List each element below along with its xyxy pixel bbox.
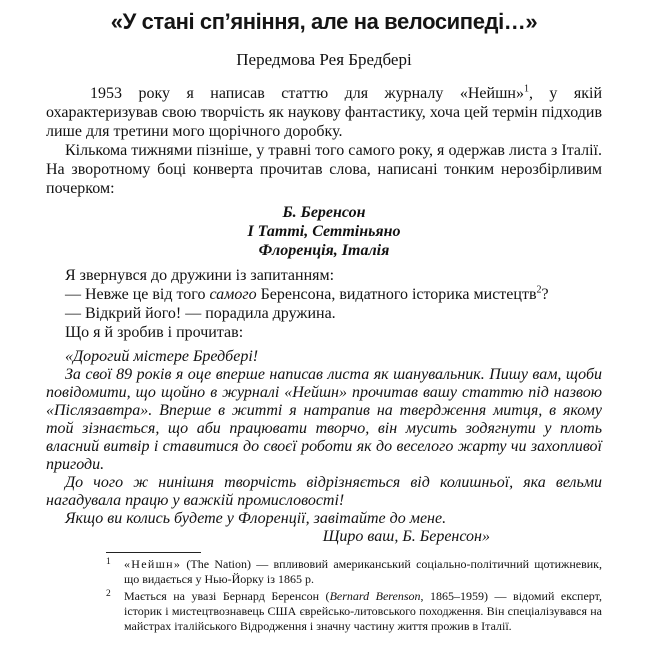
sender-address-block (46, 203, 602, 260)
quoted-letter-block (46, 348, 602, 546)
footnote-separator-rule (106, 552, 201, 553)
footnote-2 (106, 589, 602, 634)
footnote-ref-1: 1 (523, 83, 529, 95)
footnote-2-latin-name: Bernard Berenson (329, 589, 421, 603)
address-line-city: Флоренція, Італія (258, 242, 390, 259)
letter-signature: Щиро ваш, Б. Беренсон» (322, 528, 490, 545)
footnote-1 (106, 557, 602, 587)
intro-paragraph-2: Кількома тижнями пізніше, у травні того самого року, я одержав листа з Італії. На зворотному боці конверта прочитав слова, написані тонким нерозбірливим почерком: (46, 142, 602, 197)
page-title: «У стані сп’яніння, але на велосипеді…» (110, 9, 538, 34)
emphasized-word: самого (209, 286, 257, 303)
footnote-1-definition: (The Nation) — впливовий американський соціально-політичний щотижневик, що видається у Нью-Йорку із 1865 р. (124, 557, 602, 586)
footnote-1-text (124, 557, 602, 587)
footnote-2-definition: , 1865–1959) — відомий експерт, історик і мистецтвознавець США єврейсько-литовського походження. Він спеціалізувався на майстрах італійського Відродження і значну частину життя прожив в Італії. (124, 589, 602, 633)
intro-paragraph-1-text: 1953 року я написав статтю для журналу «Нейшн» (90, 85, 524, 102)
intro-paragraph-1-continuation: , у якій охарактеризував свою творчість як наукову фантастику, хоча цей термін підходив лише для третини мого щорічного доробку. (46, 85, 602, 140)
footnote-ref-2: 2 (536, 284, 542, 296)
dialogue-line-2-end: ? (541, 286, 549, 303)
page-subtitle: Передмова Рея Бредбері (236, 50, 412, 69)
dialogue-line-4: Що я й зробив і прочитав: (65, 324, 244, 341)
dialogue-line-1: Я звернувся до дружини із запитанням: (65, 267, 335, 284)
letter-paragraph-3: Якщо ви колись будете у Флоренції, завітайте до мене. (65, 510, 447, 527)
letter-paragraph-2: До чого ж нинішня творчість відрізняється від колишньої, яка вельми нагадувала працю у важкій промисловості! (46, 474, 602, 509)
address-line-villa: І Татті, Сеттіньяно (247, 223, 401, 240)
address-line-name: Б. Беренсон (282, 204, 366, 221)
dialogue-line-3: — Відкрий його! — порадила дружина. (65, 305, 336, 322)
letter-salutation: «Дорогий містере Бредбері! (65, 348, 259, 365)
footnote-2-intro: Мається на увазі Бернард Беренсон ( (124, 589, 330, 603)
intro-paragraph-1 (46, 84, 602, 141)
footnote-2-marker: 2 (106, 589, 111, 599)
dialogue-line-2-continuation: Беренсона, видатного історика мистецтв (256, 286, 537, 303)
footnotes-section (106, 552, 602, 634)
footnote-1-term: «Нейшн» (124, 557, 182, 571)
footnote-1-marker: 1 (106, 557, 111, 567)
dialogue-line-2 (46, 285, 602, 304)
dialogue-line-2-text: — Невже це від того (65, 286, 210, 303)
footnote-2-text (124, 589, 602, 634)
letter-paragraph-1: За свої 89 років я оце вперше написав листа як шанувальник. Пишу вам, щоби повідомити, що щойно в журналі «Нейшн» прочитав вашу статтю під назвою «Післязавтра». Вперше в житті я натрапив на твердження митця, в якому той зізнається, що аби працювати творчо, він мусить зодягнути у плоть власний витвір і ставитися до своєї роботи як до веселого жарту чи захопливої пригоди. (46, 366, 602, 473)
